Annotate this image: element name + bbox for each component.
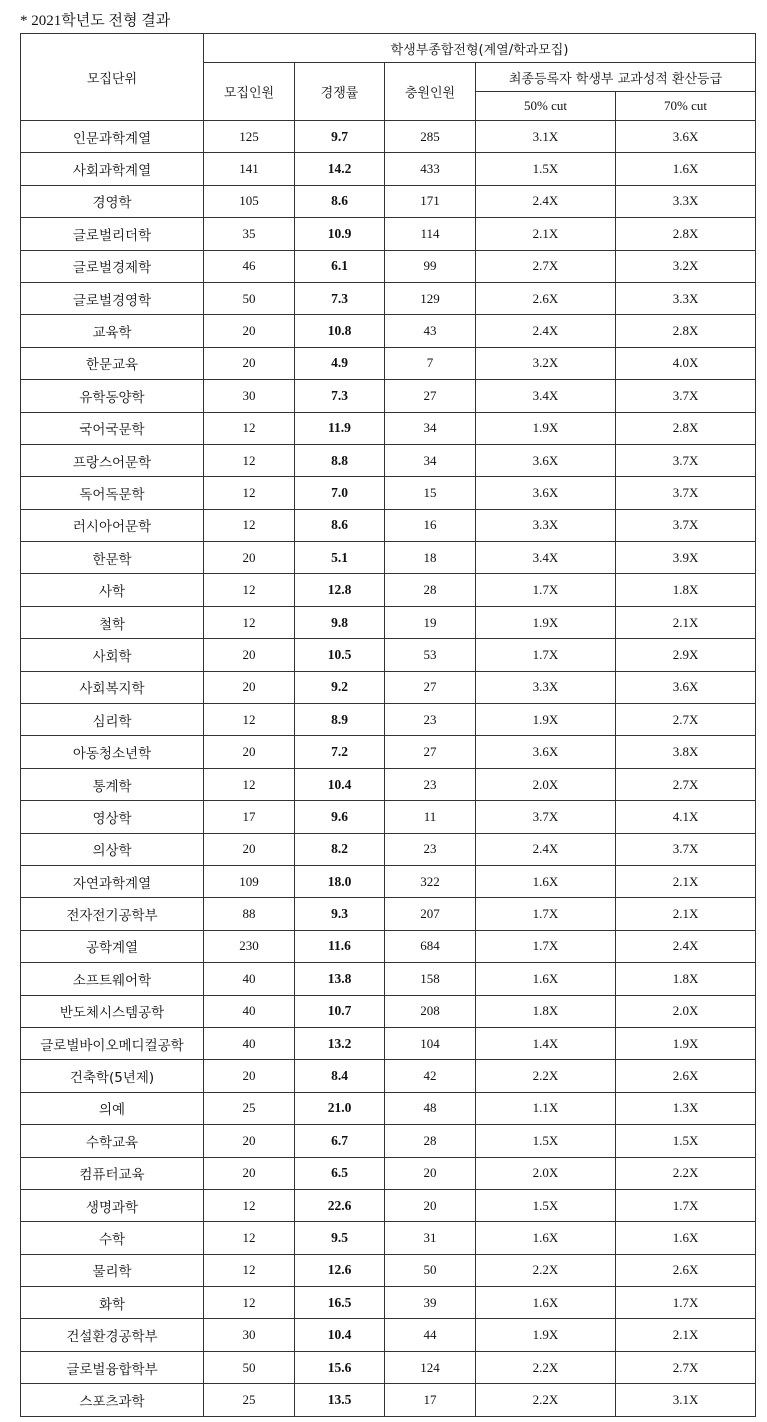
cell-cut70: 3.8X [616,736,756,768]
cell-unit: 글로벌융합학부 [21,1351,204,1383]
cell-filled: 16 [385,509,476,541]
cell-unit: 건설환경공학부 [21,1319,204,1351]
cell-quota: 40 [204,963,295,995]
table-row [21,768,756,800]
cell-quota: 12 [204,574,295,606]
cell-rate: 8.6 [295,509,385,541]
cell-cut70: 3.6X [616,121,756,153]
cell-cut70: 1.8X [616,574,756,606]
cell-rate: 14.2 [295,153,385,185]
cell-filled: 171 [385,185,476,217]
table-row [21,1157,756,1189]
cell-unit: 영상학 [21,801,204,833]
cell-unit: 한문교육 [21,347,204,379]
cell-filled: 208 [385,995,476,1027]
cell-cut50: 3.4X [476,380,616,412]
cell-quota: 20 [204,347,295,379]
cell-rate: 16.5 [295,1287,385,1319]
cell-filled: 23 [385,768,476,800]
header-cut70: 70% cut [616,92,756,121]
header-grade-group: 최종등록자 학생부 교과성적 환산등급 [476,63,756,92]
cell-quota: 12 [204,444,295,476]
cell-filled: 43 [385,315,476,347]
header-cut50: 50% cut [476,92,616,121]
cell-cut50: 1.5X [476,1125,616,1157]
table-row [21,1092,756,1124]
cell-rate: 7.0 [295,477,385,509]
cell-cut70: 3.9X [616,542,756,574]
cell-rate: 8.9 [295,704,385,736]
cell-cut70: 3.3X [616,185,756,217]
cell-unit: 글로벌경제학 [21,250,204,282]
cell-filled: 19 [385,606,476,638]
cell-cut70: 1.5X [616,1125,756,1157]
table-row [21,542,756,574]
cell-rate: 9.5 [295,1222,385,1254]
cell-cut70: 1.7X [616,1189,756,1221]
cell-cut50: 1.6X [476,1222,616,1254]
cell-rate: 13.5 [295,1384,385,1416]
cell-filled: 50 [385,1254,476,1286]
cell-quota: 12 [204,606,295,638]
cell-cut50: 1.5X [476,1189,616,1221]
cell-rate: 12.8 [295,574,385,606]
cell-rate: 8.8 [295,444,385,476]
cell-cut50: 3.2X [476,347,616,379]
cell-cut70: 2.8X [616,218,756,250]
cell-unit: 물리학 [21,1254,204,1286]
cell-filled: 44 [385,1319,476,1351]
cell-filled: 433 [385,153,476,185]
cell-rate: 7.2 [295,736,385,768]
table-row [21,1222,756,1254]
cell-unit: 통계학 [21,768,204,800]
cell-cut50: 2.0X [476,1157,616,1189]
cell-cut50: 3.6X [476,477,616,509]
cell-filled: 684 [385,930,476,962]
cell-filled: 31 [385,1222,476,1254]
cell-cut50: 1.1X [476,1092,616,1124]
cell-unit: 인문과학계열 [21,121,204,153]
cell-cut70: 1.3X [616,1092,756,1124]
table-row [21,1384,756,1416]
cell-filled: 285 [385,121,476,153]
cell-filled: 42 [385,1060,476,1092]
cell-cut70: 3.2X [616,250,756,282]
cell-cut70: 1.6X [616,1222,756,1254]
header-filled: 충원인원 [385,63,476,121]
cell-quota: 17 [204,801,295,833]
cell-rate: 13.8 [295,963,385,995]
cell-cut70: 3.1X [616,1384,756,1416]
cell-quota: 12 [204,412,295,444]
cell-cut70: 1.8X [616,963,756,995]
cell-filled: 27 [385,736,476,768]
cell-quota: 30 [204,1319,295,1351]
cell-filled: 27 [385,671,476,703]
table-row [21,574,756,606]
cell-filled: 17 [385,1384,476,1416]
cell-cut70: 2.1X [616,898,756,930]
cell-cut50: 1.9X [476,412,616,444]
cell-cut50: 1.6X [476,865,616,897]
cell-rate: 8.4 [295,1060,385,1092]
table-row [21,121,756,153]
cell-quota: 12 [204,1189,295,1221]
table-row [21,218,756,250]
cell-cut50: 1.7X [476,930,616,962]
cell-quota: 46 [204,250,295,282]
table-row [21,509,756,541]
cell-cut70: 3.7X [616,833,756,865]
cell-cut70: 2.6X [616,1060,756,1092]
cell-cut70: 3.7X [616,380,756,412]
cell-unit: 수학 [21,1222,204,1254]
table-body [21,121,756,1417]
cell-unit: 사회학 [21,639,204,671]
table-row [21,995,756,1027]
cell-unit: 경영학 [21,185,204,217]
cell-quota: 25 [204,1092,295,1124]
cell-rate: 9.3 [295,898,385,930]
cell-cut70: 4.1X [616,801,756,833]
cell-filled: 158 [385,963,476,995]
cell-cut50: 2.2X [476,1254,616,1286]
table-row [21,250,756,282]
table-row [21,282,756,314]
cell-quota: 20 [204,542,295,574]
cell-cut50: 2.6X [476,282,616,314]
table-row [21,1189,756,1221]
cell-rate: 9.2 [295,671,385,703]
cell-rate: 7.3 [295,380,385,412]
cell-filled: 28 [385,574,476,606]
cell-filled: 114 [385,218,476,250]
cell-quota: 12 [204,1254,295,1286]
table-caption: * 2021학년도 전형 결과 [20,13,171,29]
cell-rate: 4.9 [295,347,385,379]
cell-filled: 23 [385,833,476,865]
cell-filled: 99 [385,250,476,282]
cell-unit: 글로벌경영학 [21,282,204,314]
cell-filled: 18 [385,542,476,574]
cell-unit: 화학 [21,1287,204,1319]
header-quota: 모집인원 [204,63,295,121]
cell-quota: 20 [204,736,295,768]
cell-rate: 10.9 [295,218,385,250]
table-row [21,347,756,379]
cell-cut70: 2.8X [616,412,756,444]
table-row [21,185,756,217]
cell-cut50: 3.6X [476,736,616,768]
cell-rate: 11.9 [295,412,385,444]
cell-quota: 230 [204,930,295,962]
cell-unit: 생명과학 [21,1189,204,1221]
cell-quota: 12 [204,1287,295,1319]
cell-rate: 6.1 [295,250,385,282]
cell-quota: 109 [204,865,295,897]
cell-cut70: 2.6X [616,1254,756,1286]
cell-filled: 15 [385,477,476,509]
cell-unit: 국어국문학 [21,412,204,444]
cell-rate: 7.3 [295,282,385,314]
table-row [21,1351,756,1383]
cell-filled: 34 [385,444,476,476]
cell-quota: 12 [204,509,295,541]
cell-unit: 사학 [21,574,204,606]
cell-quota: 12 [204,704,295,736]
cell-rate: 12.6 [295,1254,385,1286]
cell-cut70: 2.4X [616,930,756,962]
cell-cut70: 4.0X [616,347,756,379]
cell-filled: 322 [385,865,476,897]
cell-unit: 컴퓨터교육 [21,1157,204,1189]
cell-cut70: 2.0X [616,995,756,1027]
cell-cut50: 2.0X [476,768,616,800]
cell-filled: 23 [385,704,476,736]
cell-filled: 20 [385,1157,476,1189]
cell-cut50: 2.4X [476,833,616,865]
cell-unit: 소프트웨어학 [21,963,204,995]
cell-quota: 141 [204,153,295,185]
table-row [21,153,756,185]
cell-cut50: 1.8X [476,995,616,1027]
cell-filled: 124 [385,1351,476,1383]
admission-results-table [20,33,756,1417]
cell-unit: 사회복지학 [21,671,204,703]
table-row [21,1060,756,1092]
cell-quota: 12 [204,477,295,509]
table-row [21,1125,756,1157]
cell-unit: 글로벌바이오메디컬공학 [21,1027,204,1059]
cell-rate: 21.0 [295,1092,385,1124]
cell-cut70: 3.6X [616,671,756,703]
cell-unit: 러시아어문학 [21,509,204,541]
cell-cut70: 2.7X [616,768,756,800]
cell-unit: 교육학 [21,315,204,347]
cell-cut50: 3.4X [476,542,616,574]
cell-quota: 40 [204,1027,295,1059]
cell-unit: 글로벌리더학 [21,218,204,250]
cell-quota: 20 [204,833,295,865]
cell-quota: 50 [204,282,295,314]
cell-cut70: 2.2X [616,1157,756,1189]
cell-rate: 6.5 [295,1157,385,1189]
cell-quota: 88 [204,898,295,930]
table-row [21,1319,756,1351]
cell-unit: 의예 [21,1092,204,1124]
cell-quota: 35 [204,218,295,250]
table-row [21,930,756,962]
cell-rate: 13.2 [295,1027,385,1059]
cell-cut50: 1.7X [476,574,616,606]
table-row [21,606,756,638]
cell-cut70: 1.6X [616,153,756,185]
cell-cut50: 1.7X [476,898,616,930]
cell-unit: 프랑스어문학 [21,444,204,476]
cell-unit: 전자전기공학부 [21,898,204,930]
table-row [21,1027,756,1059]
cell-cut70: 2.1X [616,865,756,897]
cell-rate: 18.0 [295,865,385,897]
cell-quota: 25 [204,1384,295,1416]
cell-rate: 10.4 [295,768,385,800]
cell-filled: 20 [385,1189,476,1221]
cell-quota: 20 [204,1157,295,1189]
cell-rate: 9.6 [295,801,385,833]
cell-cut70: 2.1X [616,1319,756,1351]
cell-quota: 125 [204,121,295,153]
cell-cut50: 3.7X [476,801,616,833]
table-row [21,865,756,897]
cell-rate: 11.6 [295,930,385,962]
cell-cut50: 1.9X [476,606,616,638]
cell-cut50: 1.7X [476,639,616,671]
cell-rate: 10.4 [295,1319,385,1351]
cell-cut50: 1.6X [476,1287,616,1319]
cell-quota: 12 [204,1222,295,1254]
table-row [21,639,756,671]
cell-cut70: 2.8X [616,315,756,347]
cell-rate: 15.6 [295,1351,385,1383]
cell-unit: 건축학(5년제) [21,1060,204,1092]
cell-cut50: 1.9X [476,704,616,736]
cell-quota: 40 [204,995,295,1027]
cell-filled: 39 [385,1287,476,1319]
cell-rate: 8.2 [295,833,385,865]
cell-cut50: 3.3X [476,671,616,703]
cell-unit: 아동청소년학 [21,736,204,768]
header-rate: 경쟁률 [295,63,385,121]
cell-filled: 34 [385,412,476,444]
cell-rate: 5.1 [295,542,385,574]
cell-cut50: 2.4X [476,185,616,217]
cell-rate: 8.6 [295,185,385,217]
cell-rate: 6.7 [295,1125,385,1157]
cell-cut50: 3.1X [476,121,616,153]
table-row [21,1287,756,1319]
cell-unit: 의상학 [21,833,204,865]
cell-cut70: 2.7X [616,1351,756,1383]
table-row [21,477,756,509]
cell-filled: 48 [385,1092,476,1124]
cell-cut70: 2.1X [616,606,756,638]
cell-quota: 20 [204,639,295,671]
cell-unit: 자연과학계열 [21,865,204,897]
table-row [21,1254,756,1286]
cell-unit: 공학계열 [21,930,204,962]
cell-cut50: 1.9X [476,1319,616,1351]
table-row [21,833,756,865]
cell-quota: 105 [204,185,295,217]
cell-rate: 10.5 [295,639,385,671]
header-unit: 모집단위 [21,34,204,121]
cell-cut50: 1.6X [476,963,616,995]
cell-cut70: 2.9X [616,639,756,671]
cell-filled: 129 [385,282,476,314]
cell-cut70: 3.7X [616,444,756,476]
cell-unit: 스포츠과학 [21,1384,204,1416]
cell-cut70: 1.9X [616,1027,756,1059]
table-row [21,704,756,736]
cell-quota: 50 [204,1351,295,1383]
table-row [21,801,756,833]
table-row [21,963,756,995]
cell-filled: 207 [385,898,476,930]
cell-rate: 9.8 [295,606,385,638]
cell-rate: 9.7 [295,121,385,153]
cell-cut50: 1.4X [476,1027,616,1059]
cell-cut50: 2.1X [476,218,616,250]
cell-filled: 7 [385,347,476,379]
cell-filled: 104 [385,1027,476,1059]
cell-quota: 30 [204,380,295,412]
cell-cut50: 1.5X [476,153,616,185]
cell-filled: 28 [385,1125,476,1157]
cell-unit: 한문학 [21,542,204,574]
table-row [21,380,756,412]
cell-cut50: 3.6X [476,444,616,476]
table-row [21,671,756,703]
cell-rate: 10.7 [295,995,385,1027]
cell-filled: 53 [385,639,476,671]
cell-rate: 10.8 [295,315,385,347]
cell-cut70: 3.7X [616,477,756,509]
cell-cut70: 1.7X [616,1287,756,1319]
cell-quota: 20 [204,315,295,347]
table-row [21,412,756,444]
cell-cut50: 2.2X [476,1351,616,1383]
cell-cut70: 2.7X [616,704,756,736]
cell-quota: 12 [204,768,295,800]
cell-unit: 유학동양학 [21,380,204,412]
cell-unit: 심리학 [21,704,204,736]
cell-quota: 20 [204,1125,295,1157]
cell-cut70: 3.7X [616,509,756,541]
table-row [21,898,756,930]
cell-cut50: 2.2X [476,1060,616,1092]
cell-unit: 반도체시스템공학 [21,995,204,1027]
table-row [21,444,756,476]
cell-unit: 독어독문학 [21,477,204,509]
header-group: 학생부종합전형(계열/학과모집) [204,34,756,63]
cell-cut50: 2.4X [476,315,616,347]
cell-rate: 22.6 [295,1189,385,1221]
table-row [21,736,756,768]
table-row [21,315,756,347]
cell-unit: 수학교육 [21,1125,204,1157]
cell-unit: 철학 [21,606,204,638]
cell-cut70: 3.3X [616,282,756,314]
cell-filled: 27 [385,380,476,412]
cell-filled: 11 [385,801,476,833]
cell-cut50: 3.3X [476,509,616,541]
cell-unit: 사회과학계열 [21,153,204,185]
cell-quota: 20 [204,1060,295,1092]
cell-cut50: 2.2X [476,1384,616,1416]
cell-quota: 20 [204,671,295,703]
cell-cut50: 2.7X [476,250,616,282]
